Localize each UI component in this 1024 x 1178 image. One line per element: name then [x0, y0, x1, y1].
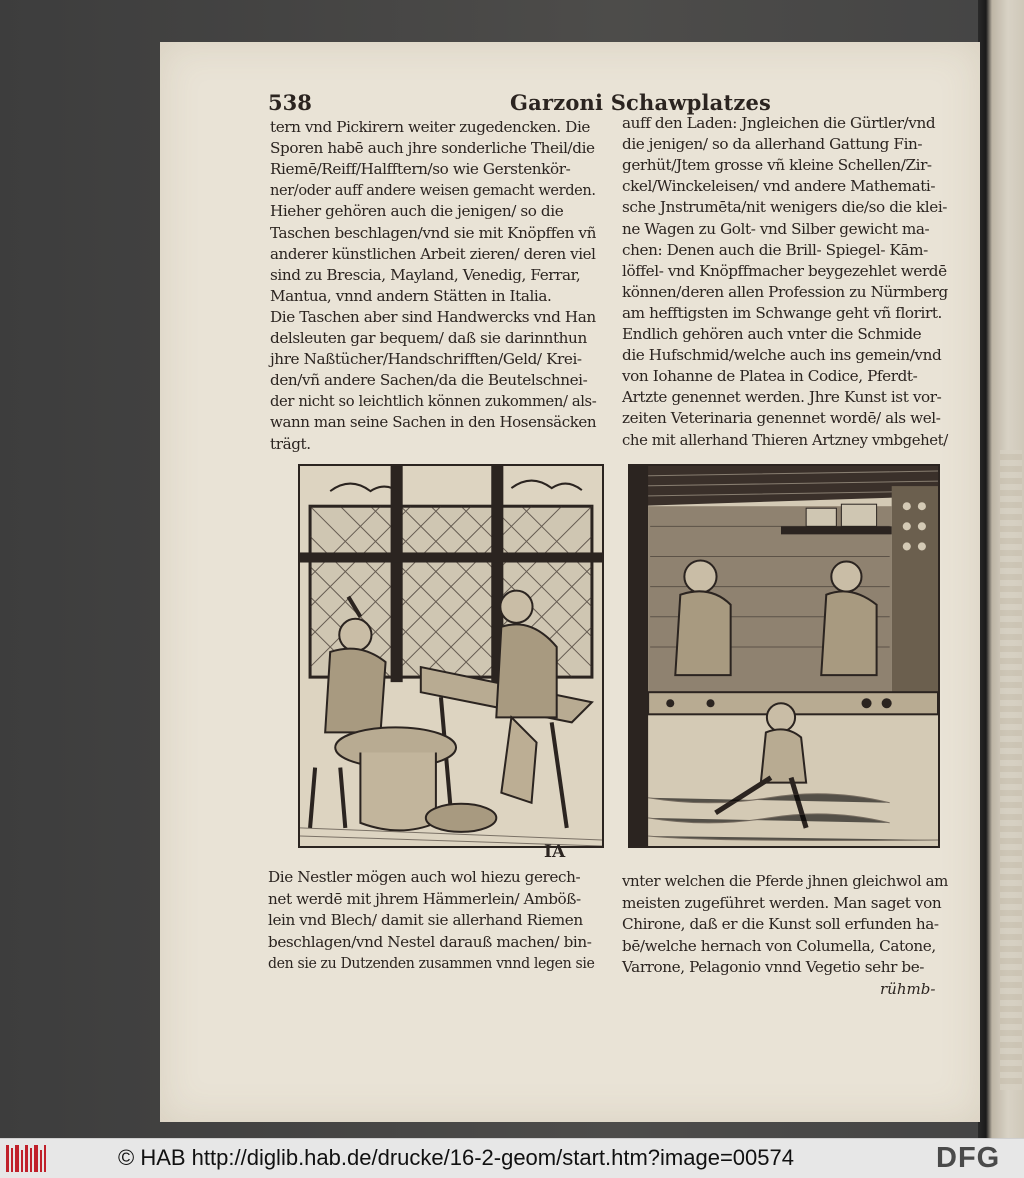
text-line: trägt. [270, 434, 311, 453]
text-line: anderer künstlichen Arbeit zieren/ deren viel [270, 244, 596, 263]
text-line: Varrone, Pelagonio vnnd Vegetio sehr be- [622, 958, 925, 977]
text-line: Chirone, daß er die Kunst soll erfunden ha- [622, 915, 939, 934]
text-line: ner/oder auff andere weisen gemacht werden. [270, 181, 596, 200]
text-line: chen: Denen auch die Brill- Spiegel- Kām- [622, 240, 928, 259]
barcode-icon [6, 1145, 46, 1172]
footer-credit-link[interactable]: © HAB http://diglib.hab.de/drucke/16-2-geom/start.htm?image=00574 [118, 1145, 794, 1170]
text-line: tern vnd Pickirern weiter zugedencken. Die [270, 118, 590, 136]
text-line: Mantua, vnnd andern Stätten in Italia. [270, 286, 552, 305]
text-line: sind zu Brescia, Mayland, Venedig, Ferrar, [270, 265, 581, 284]
text-line: meisten zugeführet werden. Man saget von [622, 893, 942, 912]
text-line: können/deren allen Profession zu Nürmberg [622, 282, 948, 301]
page-number: 538 [268, 90, 312, 115]
text-line: Die Nestler mögen auch wol hiezu gerech- [268, 868, 581, 886]
book-page [160, 42, 980, 1122]
woodcut-monogram: IA [544, 842, 566, 862]
catchword: rühmb- [880, 980, 936, 998]
woodcut-merchant-stall [628, 464, 940, 848]
text-line: vnter welchen die Pferde jhnen gleichwol am [622, 872, 948, 890]
text-line: jhre Naßtücher/Handschrifften/Geld/ Krei- [270, 350, 582, 369]
text-line: von Iohanne de Platea in Codice, Pferdt- [622, 367, 918, 386]
text-line: die jenigen/ so da allerhand Gattung Fin- [622, 135, 923, 154]
text-line: löffel- vnd Knöpffmacher beygezehlet werdē [622, 261, 947, 280]
text-line: bē/welche hernach von Columella, Catone, [622, 936, 936, 955]
text-line: der nicht so leichtlich können zukommen/ als- [270, 392, 597, 411]
text-line: beschlagen/vnd Nestel darauß machen/ bin- [268, 932, 592, 951]
text-line: Endlich gehören auch vnter die Schmide [622, 325, 922, 343]
text-line: die Hufschmid/welche auch ins gemein/vnd [622, 346, 942, 365]
text-line: Artzte genennet werden. Jhre Kunst ist vor- [622, 388, 942, 407]
text-line: Taschen beschlagen/vnd sie mit Knöpffen vñ [270, 223, 596, 242]
text-line: Riemē/Reiff/Halfftern/so wie Gerstenkör- [270, 160, 571, 179]
text-line: ne Wagen zu Golt- vnd Silber gewicht ma- [622, 219, 930, 238]
text-line: delsleuten gar bequem/ daß sie darinnthun [270, 329, 587, 347]
woodcut-nestler-workshop [298, 464, 604, 848]
text-line: lein vnd Blech/ damit sie allerhand Riemen [268, 911, 583, 930]
text-line: den sie zu Dutzenden zusammen vnnd legen sie [268, 954, 595, 973]
text-line: ckel/Winckeleisen/ vnd andere Mathemati- [622, 177, 936, 196]
next-page-edge [978, 0, 1024, 1138]
text-line: zeiten Veterinaria genennet wordē/ als wel- [622, 409, 941, 428]
running-head: Garzoni Schawplatzes [510, 90, 772, 115]
text-line: che mit allerhand Thieren Artzney vmbgehet/ [622, 430, 948, 449]
footer-bar [0, 1138, 1024, 1178]
text-line: am hefftigsten im Schwange geht vñ florirt. [622, 303, 942, 322]
text-line: net werdē mit jhrem Hämmerlein/ Amböß- [268, 889, 581, 908]
text-line: Hieher gehören auch die jenigen/ so die [270, 202, 564, 221]
dfg-logo: DFG [936, 1142, 1001, 1174]
text-line: wann man seine Sachen in den Hosensäcken [270, 413, 597, 432]
text-line: auff den Laden: Jngleichen die Gürtler/vnd [622, 114, 936, 132]
text-line: Sporen habē auch jhre sonderliche Theil/die [270, 139, 595, 158]
text-line: sche Jnstrumēta/nit wenigers die/so die klei- [622, 198, 948, 217]
text-line: den/vñ andere Sachen/da die Beutelschnei- [270, 371, 588, 390]
text-line: Die Taschen aber sind Handwercks vnd Han [270, 307, 596, 326]
text-line: gerhüt/Jtem grosse vñ kleine Schellen/Zir- [622, 156, 932, 175]
